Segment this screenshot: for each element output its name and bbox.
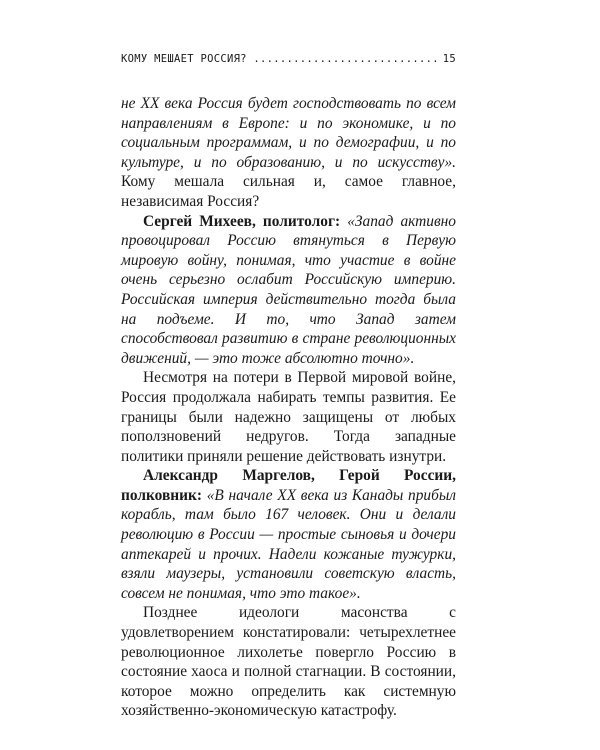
paragraph-text: Кому мешала сильная и, самое главное, независимая Россия? <box>121 173 456 210</box>
book-page <box>121 52 456 721</box>
speaker-name: Александр Маргелов, Герой России, полковник: <box>121 467 456 504</box>
paragraph-quote-margelov <box>121 466 456 603</box>
paragraph-narration: Позднее идеологи масонства с удовлетворением констатировали: четырехлетнее революционное лихолетье повергло Россию в состояние хаоса и полной стагнации. В состоянии, которое можно определить как системную хозяйственно-экономическую катастрофу. <box>121 604 456 720</box>
quote-text: не XX века Россия будет господствовать по всем направлениям в Европе: и по экономике, и по социальным программам, и по демографии, и по культуре, и по образованию, и по искусству». <box>121 95 456 171</box>
paragraph-quote-mikheev <box>121 212 456 369</box>
running-head <box>121 52 456 68</box>
running-head-title: КОМУ МЕШАЕТ РОССИЯ? ..... <box>121 52 439 66</box>
speaker-name: Сергей Михеев, политолог: <box>143 212 341 230</box>
quote-text: «Запад активно провоцировал Россию втянуться в Первую мировую войну, понимая, что участие в войне очень серьезно ослабит Российскую империю. Российская империя действительно тогда была на подъеме. И то, что Запад затем способствовал развитию в стране революционных движений, — это тоже абсолютно точно». <box>121 212 456 367</box>
paragraph-continued-quote <box>121 94 456 212</box>
page-number: 15 <box>442 53 456 65</box>
quote-text: «В начале XX века из Канады прибыл корабль, там было 167 человек. Они и делали революцию в России — простые сыновья и дочери аптекарей и прочих. Надели кожаные тужурки, взяли маузеры, установили советскую власть, совсем не понимая, что это такое». <box>121 486 456 602</box>
paragraph-narration: Несмотря на потери в Первой мировой войне, Россия продолжала набирать темпы развития. Ее границы были надежно защищены от любых поползновений недругов. Тогда западные политики приняли решение действовать изнутри. <box>121 369 456 465</box>
